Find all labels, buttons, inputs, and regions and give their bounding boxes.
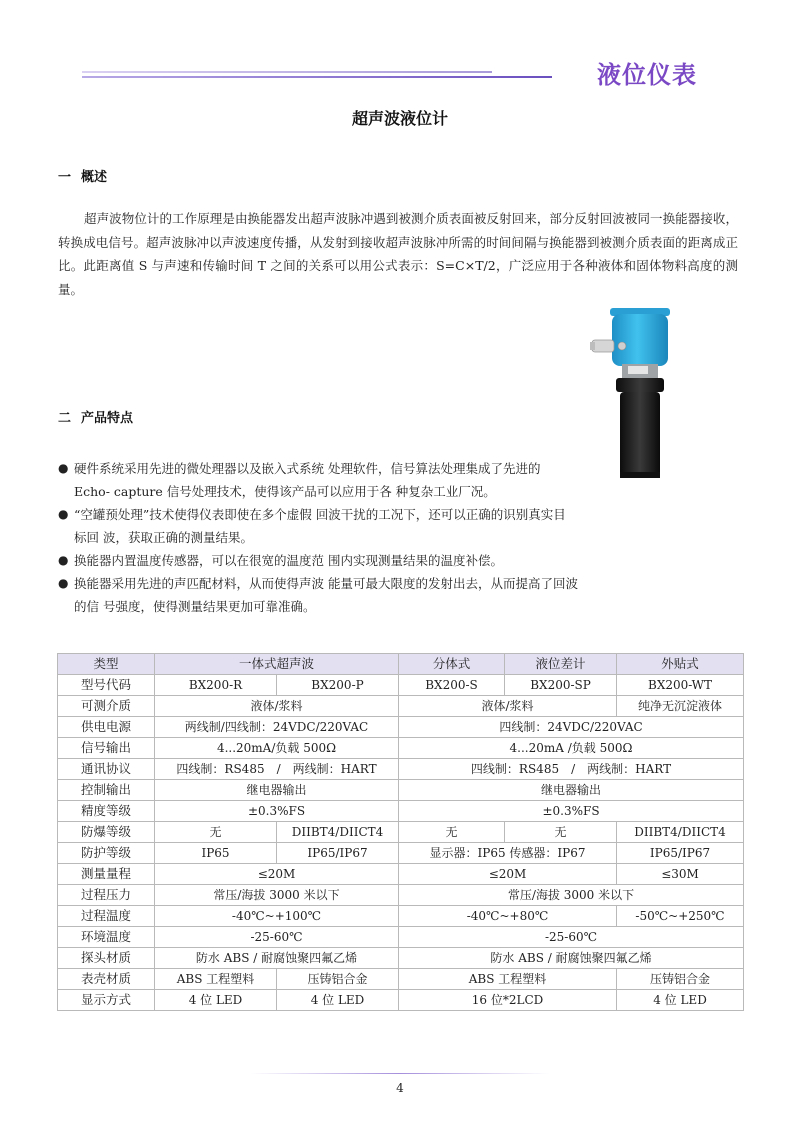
table-cell: -50℃~+250℃ bbox=[617, 906, 744, 927]
table-cell: 防水 ABS / 耐腐蚀聚四氟乙烯 bbox=[155, 948, 399, 969]
table-cell: 常压/海拔 3000 米以下 bbox=[155, 885, 399, 906]
table-cell: 液体/浆料 bbox=[155, 696, 399, 717]
table-cell: 四线制：24VDC/220VAC bbox=[399, 717, 744, 738]
table-row bbox=[58, 717, 744, 738]
section-title: 概述 bbox=[81, 170, 108, 185]
table-row bbox=[58, 738, 744, 759]
table-row bbox=[58, 864, 744, 885]
table-cell: BX200-WT bbox=[617, 675, 744, 696]
table-row bbox=[58, 990, 744, 1011]
table-cell: 无 bbox=[155, 822, 277, 843]
table-cell: -40℃~+100℃ bbox=[155, 906, 399, 927]
row-label: 防护等级 bbox=[58, 843, 155, 864]
table-row bbox=[58, 843, 744, 864]
table-cell: ±0.3%FS bbox=[399, 801, 744, 822]
table-cell: IP65 bbox=[155, 843, 277, 864]
table-cell: DIIBT4/DIICT4 bbox=[277, 822, 399, 843]
page-number: 4 bbox=[396, 1081, 404, 1095]
feature-text: 换能器内置温度传感器，可以在很宽的温度范 围内实现测量结果的温度补偿。 bbox=[74, 553, 503, 568]
row-label: 过程温度 bbox=[58, 906, 155, 927]
row-label: 可测介质 bbox=[58, 696, 155, 717]
table-cell: 四线制：RS485 / 两线制：HART bbox=[155, 759, 399, 780]
header-rule-bottom bbox=[82, 76, 552, 78]
row-label: 供电电源 bbox=[58, 717, 155, 738]
table-cell: 压铸铝合金 bbox=[617, 969, 744, 990]
section-number: 二 bbox=[58, 411, 72, 426]
table-row bbox=[58, 801, 744, 822]
table-cell: 常压/海拔 3000 米以下 bbox=[399, 885, 744, 906]
table-cell: DIIBT4/DIICT4 bbox=[617, 822, 744, 843]
row-label: 防爆等级 bbox=[58, 822, 155, 843]
row-label: 环境温度 bbox=[58, 927, 155, 948]
bullet-icon: ● bbox=[58, 553, 69, 567]
feature-text: “空罐预处理”技术使得仪表即使在多个虚假 回波干扰的工况下，还可以正确的识别真实目标回 波，获取正确的测量结果。 bbox=[74, 507, 566, 545]
table-cell: 防水 ABS / 耐腐蚀聚四氟乙烯 bbox=[399, 948, 744, 969]
table-row bbox=[58, 948, 744, 969]
feature-text: 换能器采用先进的声匹配材料，从而使得声波 能量可最大限度的发射出去，从而提高了回波的信 号强度，使得测量结果更加可靠准确。 bbox=[74, 576, 578, 614]
table-header-cell: 一体式超声波 bbox=[155, 654, 399, 675]
table-cell: 显示器：IP65 传感器：IP67 bbox=[399, 843, 617, 864]
table-cell: 4...20mA/负载 500Ω bbox=[155, 738, 399, 759]
table-cell: 继电器输出 bbox=[399, 780, 744, 801]
table-header-cell: 液位差计 bbox=[505, 654, 617, 675]
row-label: 精度等级 bbox=[58, 801, 155, 822]
table-cell: 4 位 LED bbox=[277, 990, 399, 1011]
feature-list bbox=[58, 457, 578, 618]
footer-rule bbox=[250, 1073, 550, 1074]
table-row bbox=[58, 780, 744, 801]
table-cell: BX200-P bbox=[277, 675, 399, 696]
bullet-icon: ● bbox=[58, 507, 69, 521]
table-cell: IP65/IP67 bbox=[277, 843, 399, 864]
table-cell: 16 位*2LCD bbox=[399, 990, 617, 1011]
row-label: 表壳材质 bbox=[58, 969, 155, 990]
table-cell: 4 位 LED bbox=[155, 990, 277, 1011]
section-number: 一 bbox=[58, 170, 72, 185]
table-row bbox=[58, 906, 744, 927]
row-label: 过程压力 bbox=[58, 885, 155, 906]
table-header-cell: 类型 bbox=[58, 654, 155, 675]
table-row bbox=[58, 927, 744, 948]
header-rule-top bbox=[82, 71, 492, 73]
table-cell: 4 位 LED bbox=[617, 990, 744, 1011]
table-header-row bbox=[58, 654, 744, 675]
table-cell: 无 bbox=[399, 822, 505, 843]
table-row bbox=[58, 822, 744, 843]
row-label: 测量量程 bbox=[58, 864, 155, 885]
table-cell: 四线制：RS485 / 两线制：HART bbox=[399, 759, 744, 780]
overview-paragraph: 超声波物位计的工作原理是由换能器发出超声波脉冲遇到被测介质表面被反射回来，部分反射回波被同一换能器接收，转换成电信号。超声波脉冲以声波速度传播，从发射到接收超声波脉冲所需的时间间隔与换能器到被测介质表面的距离成正比。此距离值 S 与声速和传输时间 T 之间的关系可以用公式表示：S=C×T/2，广泛应用于各种液体和固体物料高度的测量。 bbox=[58, 211, 738, 297]
table-cell: ≤20M bbox=[155, 864, 399, 885]
row-label: 探头材质 bbox=[58, 948, 155, 969]
section-heading-features bbox=[58, 407, 133, 426]
table-cell: -25-60℃ bbox=[399, 927, 744, 948]
table-cell: BX200-SP bbox=[505, 675, 617, 696]
feature-item bbox=[58, 572, 578, 618]
header-brand-title: 液位仪表 bbox=[597, 61, 697, 89]
bullet-icon: ● bbox=[58, 576, 69, 590]
table-cell: ≤20M bbox=[399, 864, 617, 885]
bullet-icon: ● bbox=[58, 461, 69, 475]
feature-text: 硬件系统采用先进的微处理器以及嵌入式系统 处理软件，信号算法处理集成了先进的 Echo- capture 信号处理技术，使得该产品可以应用于各 种复杂工业厂况。 bbox=[74, 461, 541, 499]
table-cell: 4...20mA /负载 500Ω bbox=[399, 738, 744, 759]
document-title: 超声波液位计 bbox=[351, 109, 448, 128]
row-label: 通讯协议 bbox=[58, 759, 155, 780]
table-cell: ≤30M bbox=[617, 864, 744, 885]
table-row bbox=[58, 675, 744, 696]
table-cell: 两线制/四线制：24VDC/220VAC bbox=[155, 717, 399, 738]
table-cell: ABS 工程塑料 bbox=[399, 969, 617, 990]
row-label: 控制输出 bbox=[58, 780, 155, 801]
table-header-cell: 外贴式 bbox=[617, 654, 744, 675]
table-cell: 液体/浆料 bbox=[399, 696, 617, 717]
table-cell: 继电器输出 bbox=[155, 780, 399, 801]
table-cell: 无 bbox=[505, 822, 617, 843]
specification-table bbox=[57, 653, 744, 1011]
table-row bbox=[58, 885, 744, 906]
feature-item bbox=[58, 549, 578, 572]
table-cell: 纯净无沉淀液体 bbox=[617, 696, 744, 717]
table-row bbox=[58, 696, 744, 717]
section-title: 产品特点 bbox=[81, 411, 134, 426]
table-row bbox=[58, 759, 744, 780]
table-cell: BX200-S bbox=[399, 675, 505, 696]
table-cell: BX200-R bbox=[155, 675, 277, 696]
table-cell: -40℃~+80℃ bbox=[399, 906, 617, 927]
table-cell: -25-60℃ bbox=[155, 927, 399, 948]
ultrasonic-level-meter-photo bbox=[590, 300, 690, 480]
row-label: 信号输出 bbox=[58, 738, 155, 759]
table-row bbox=[58, 969, 744, 990]
row-label: 型号代码 bbox=[58, 675, 155, 696]
table-cell: IP65/IP67 bbox=[617, 843, 744, 864]
section-heading-overview bbox=[58, 166, 107, 185]
table-cell: ±0.3%FS bbox=[155, 801, 399, 822]
row-label: 显示方式 bbox=[58, 990, 155, 1011]
table-cell: ABS 工程塑料 bbox=[155, 969, 277, 990]
feature-item bbox=[58, 457, 578, 503]
feature-item bbox=[58, 503, 578, 549]
table-cell: 压铸铝合金 bbox=[277, 969, 399, 990]
table-header-cell: 分体式 bbox=[399, 654, 505, 675]
